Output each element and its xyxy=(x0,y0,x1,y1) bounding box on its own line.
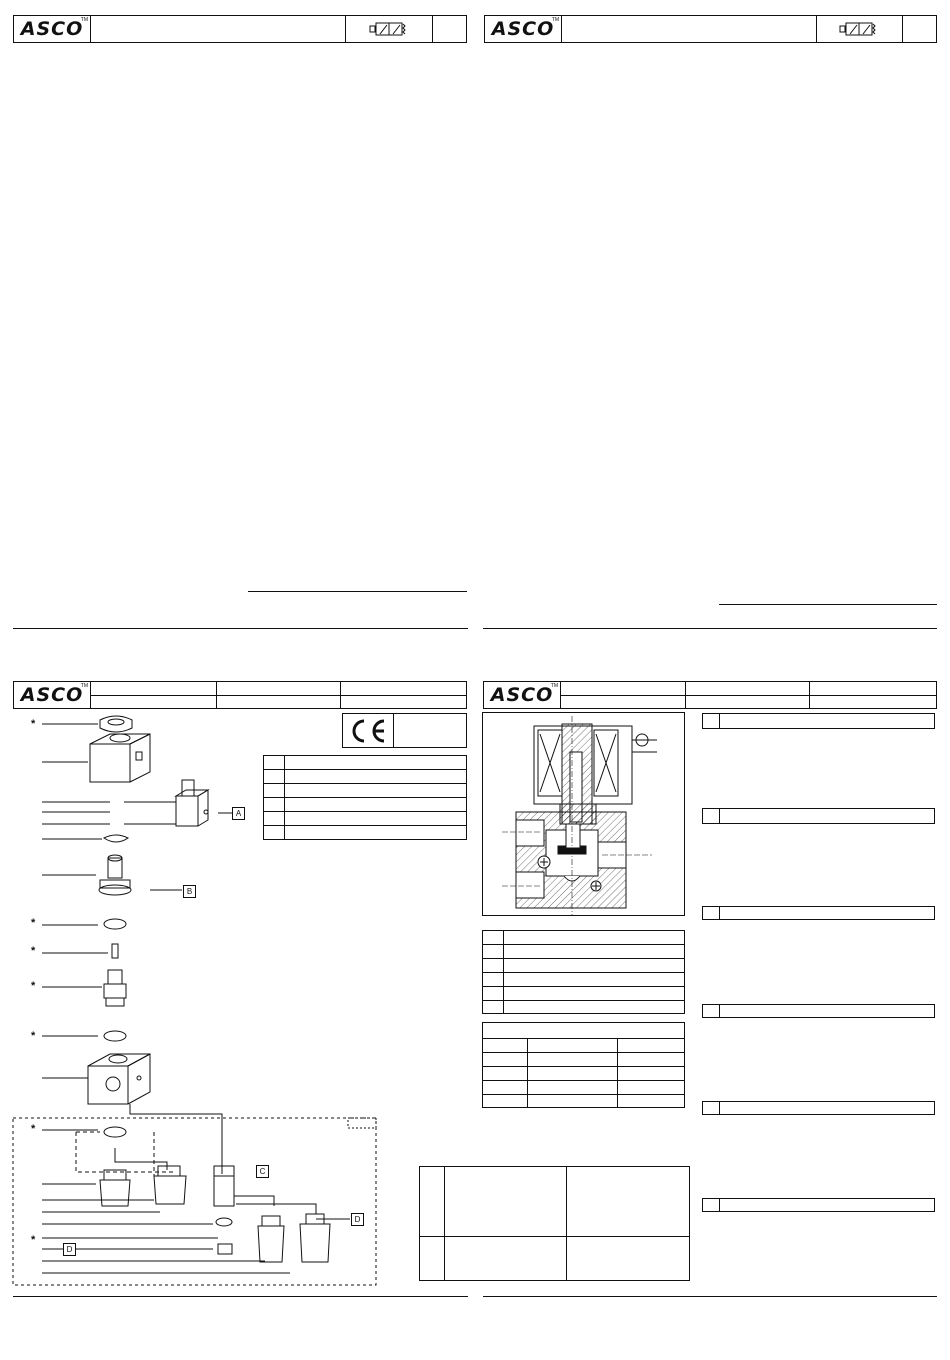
page-bottom-rule xyxy=(483,628,937,629)
spare-part-star: * xyxy=(31,1030,36,1042)
signature-line xyxy=(248,591,467,592)
asco-logo: ASCO TM xyxy=(484,15,562,43)
asco-logo: ASCO TM xyxy=(483,681,561,709)
solenoid-valve-symbol-icon xyxy=(368,20,410,38)
spare-part-star: * xyxy=(31,1123,36,1135)
spare-part-star: * xyxy=(31,917,36,929)
spare-part-star: * xyxy=(31,1234,36,1246)
solenoid-valve-symbol-icon xyxy=(838,20,880,38)
label-a: A xyxy=(232,807,245,820)
label-d: D xyxy=(351,1213,364,1226)
page-bottom-rule xyxy=(13,1296,468,1297)
page-bottom-rule xyxy=(483,1296,937,1297)
page-bottom-rule xyxy=(13,628,468,629)
label-b: B xyxy=(183,885,196,898)
header-box xyxy=(561,15,937,43)
exploded-parts-drawing xyxy=(0,700,470,1300)
asco-logo: ASCO TM xyxy=(13,15,91,43)
label-c: C xyxy=(256,1165,269,1178)
spare-part-star: * xyxy=(31,718,36,730)
asco-logo: ASCO TM xyxy=(13,681,91,709)
spare-part-star: * xyxy=(31,945,36,957)
signature-line xyxy=(719,604,937,605)
spare-part-star: * xyxy=(31,980,36,992)
header-box xyxy=(90,15,467,43)
valve-section-drawing xyxy=(482,712,685,916)
label-d: D xyxy=(63,1243,76,1256)
